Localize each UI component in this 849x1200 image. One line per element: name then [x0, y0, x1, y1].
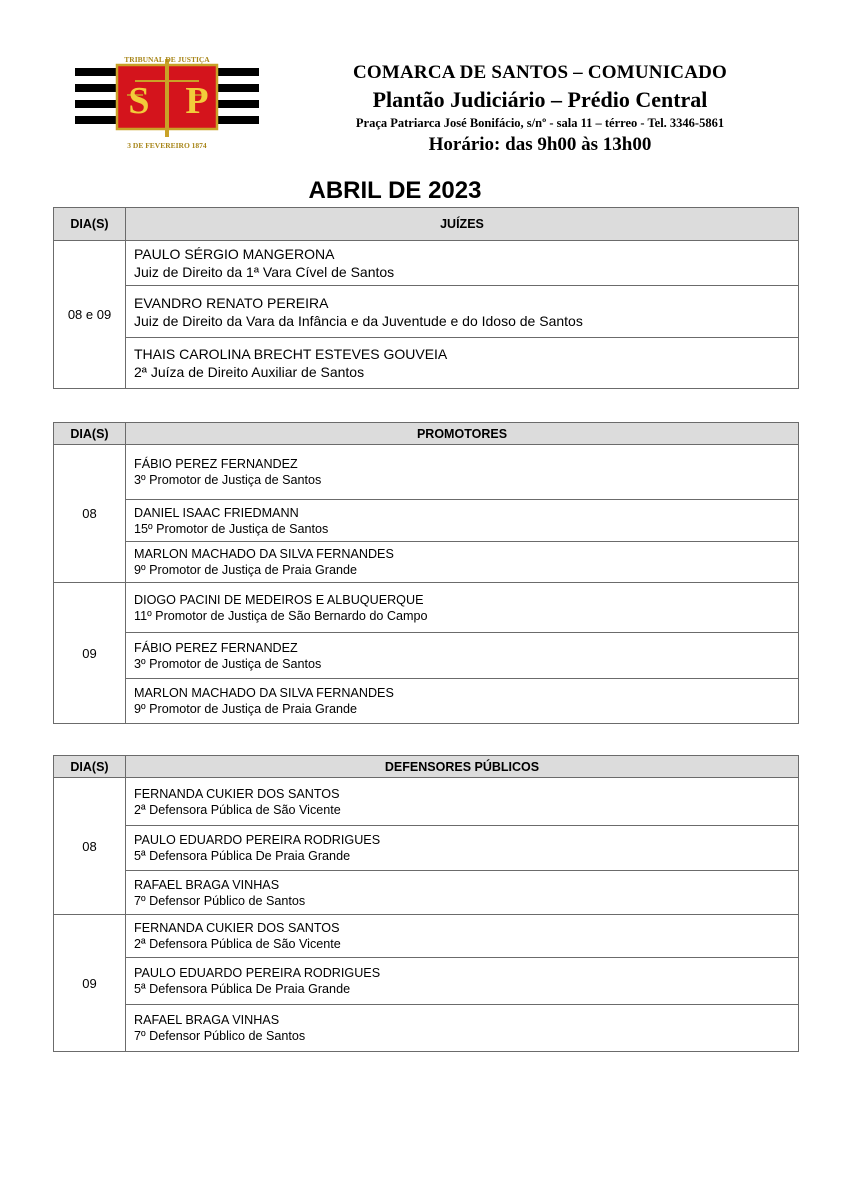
header	[290, 60, 790, 158]
header-hours: Horário: das 9h00 às 13h00	[428, 134, 652, 155]
table-row	[54, 1005, 799, 1052]
entry-name: MARLON MACHADO DA SILVA FERNANDES	[134, 547, 394, 561]
day-cell: 08	[54, 445, 126, 583]
entry-name: DANIEL ISAAC FRIEDMANN	[134, 505, 299, 520]
entry-role: 2ª Juíza de Direito Auxiliar de Santos	[134, 364, 365, 380]
entry-role: 5ª Defensora Pública De Praia Grande	[134, 982, 351, 996]
col-header-title: PROMOTORES	[126, 423, 799, 445]
table-row	[54, 338, 799, 389]
table-row	[54, 286, 799, 338]
header-subtitle: Plantão Judiciário – Prédio Central	[372, 87, 708, 112]
table-row	[54, 241, 799, 286]
entry-cell	[126, 778, 799, 826]
defensores-table	[53, 755, 799, 1052]
col-header-day: DIA(S)	[54, 208, 126, 241]
entry-role: 3º Promotor de Justiça de Santos	[134, 656, 322, 671]
entry-role: Juiz de Direito da 1ª Vara Cível de Santos	[134, 264, 395, 280]
table-row	[54, 778, 799, 826]
table-row	[54, 500, 799, 542]
table-row	[54, 915, 799, 958]
entry-role: 11º Promotor de Justiça de São Bernardo do Campo	[134, 608, 428, 623]
entry-cell	[126, 633, 799, 679]
day-cell: 09	[54, 583, 126, 724]
entry-name: FÁBIO PEREZ FERNANDEZ	[134, 457, 298, 471]
logo-letter-s: S	[128, 80, 150, 122]
entry-cell	[126, 958, 799, 1005]
entry-role: 9º Promotor de Justiça de Praia Grande	[134, 702, 358, 716]
day-cell: 08 e 09	[54, 241, 126, 389]
entry-name: PAULO EDUARDO PEREIRA RODRIGUES	[134, 833, 381, 847]
col-header-title: JUÍZES	[126, 208, 799, 241]
logo-top-text: TRIBUNAL DE JUSTIÇA	[124, 55, 210, 64]
tjsp-logo	[75, 53, 259, 151]
table-row	[54, 871, 799, 915]
entry-cell	[126, 915, 799, 958]
entry-name: DIOGO PACINI DE MEDEIROS E ALBUQUERQUE	[134, 592, 424, 607]
table-row	[54, 826, 799, 871]
entry-role: 9º Promotor de Justiça de Praia Grande	[134, 563, 358, 577]
entry-name: FERNANDA CUKIER DOS SANTOS	[134, 921, 340, 935]
entry-cell	[126, 338, 799, 389]
table-row	[54, 445, 799, 500]
table-row	[54, 679, 799, 724]
entry-cell	[126, 826, 799, 871]
entry-role: 3º Promotor de Justiça de Santos	[134, 473, 322, 487]
header-title: COMARCA DE SANTOS – COMUNICADO	[352, 62, 728, 83]
entry-name: THAIS CAROLINA BRECHT ESTEVES GOUVEIA	[134, 346, 448, 362]
logo-bottom-text: 3 DE FEVEREIRO 1874	[127, 141, 207, 150]
entry-cell	[126, 286, 799, 338]
day-cell: 09	[54, 915, 126, 1052]
entry-role: 7º Defensor Público de Santos	[134, 1029, 306, 1043]
entry-cell	[126, 871, 799, 915]
table-row	[54, 583, 799, 633]
entry-name: EVANDRO RENATO PEREIRA	[134, 294, 329, 311]
col-header-title: DEFENSORES PÚBLICOS	[126, 756, 799, 778]
table-header-row	[54, 423, 799, 445]
entry-role: 15º Promotor de Justiça de Santos	[134, 521, 329, 536]
table-row	[54, 633, 799, 679]
entry-name: FERNANDA CUKIER DOS SANTOS	[134, 786, 340, 801]
entry-name: PAULO EDUARDO PEREIRA RODRIGUES	[134, 966, 381, 980]
entry-cell	[126, 445, 799, 500]
entry-cell	[126, 241, 799, 286]
entry-role: 5ª Defensora Pública De Praia Grande	[134, 849, 351, 863]
entry-role: 2ª Defensora Pública de São Vicente	[134, 937, 341, 951]
table-header-row	[54, 208, 799, 241]
juizes-table	[53, 207, 799, 389]
entry-role: Juiz de Direito da Vara da Infância e da Juventude e do Idoso de Santos	[134, 312, 583, 329]
entry-name: RAFAEL BRAGA VINHAS	[134, 877, 280, 892]
entry-cell	[126, 500, 799, 542]
col-header-day: DIA(S)	[54, 756, 126, 778]
entry-cell	[126, 583, 799, 633]
entry-name: MARLON MACHADO DA SILVA FERNANDES	[134, 686, 394, 700]
entry-name: FÁBIO PEREZ FERNANDEZ	[134, 640, 298, 655]
header-address: Praça Patriarca José Bonifácio, s/nº - sala 11 – térreo - Tel. 3346-5861	[355, 116, 725, 130]
entry-cell	[126, 1005, 799, 1052]
month-title: ABRIL DE 2023	[308, 177, 482, 204]
logo-letter-p: P	[185, 80, 209, 122]
entry-cell	[126, 542, 799, 583]
entry-role: 7º Defensor Público de Santos	[134, 893, 306, 908]
table-row	[54, 958, 799, 1005]
day-cell: 08	[54, 778, 126, 915]
entry-name: PAULO SÉRGIO MANGERONA	[134, 246, 335, 262]
entry-role: 2ª Defensora Pública de São Vicente	[134, 802, 341, 817]
promotores-table	[53, 422, 799, 724]
col-header-day: DIA(S)	[54, 423, 126, 445]
entry-cell	[126, 679, 799, 724]
table-header-row	[54, 756, 799, 778]
entry-name: RAFAEL BRAGA VINHAS	[134, 1013, 280, 1027]
table-row	[54, 542, 799, 583]
